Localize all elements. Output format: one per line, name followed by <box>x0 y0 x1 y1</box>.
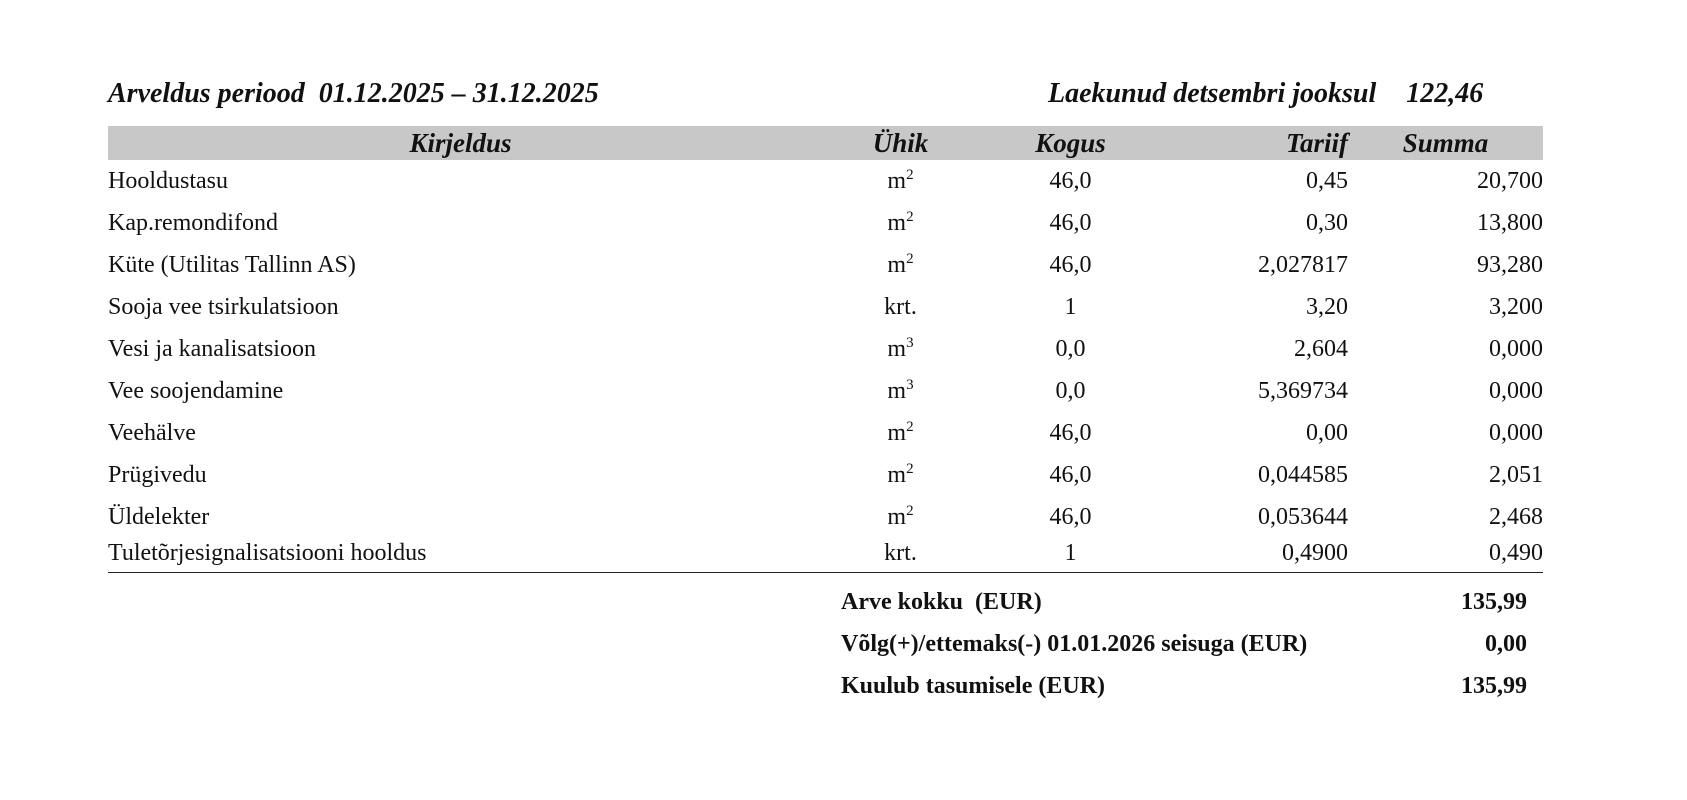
row-tariff: 3,20 <box>1306 294 1348 320</box>
row-quantity: 46,0 <box>1049 168 1092 194</box>
unit-exponent: 2 <box>906 167 914 183</box>
table-row <box>108 370 1543 412</box>
column-header-description: Kirjeldus <box>108 126 813 160</box>
payments-received-amount: 122,46 <box>1406 78 1484 109</box>
unit-exponent: 2 <box>906 251 914 267</box>
totals-section <box>108 581 1543 707</box>
unit-exponent: 2 <box>906 209 914 225</box>
row-tariff: 0,044585 <box>1258 462 1348 488</box>
row-quantity: 46,0 <box>1049 504 1092 530</box>
row-unit <box>813 244 988 286</box>
unit-exponent: 2 <box>906 461 914 477</box>
amount-due-row <box>108 665 1543 707</box>
unit-base: m <box>887 378 907 404</box>
invoice-total-value: 135,99 <box>1461 589 1527 615</box>
amount-due-value: 135,99 <box>1461 673 1527 699</box>
unit-base: m <box>887 462 907 488</box>
row-sum: 13,800 <box>1477 210 1543 236</box>
row-description: Sooja vee tsirkulatsioon <box>108 294 339 320</box>
row-description: Veehälve <box>108 420 196 446</box>
row-sum: 0,490 <box>1348 538 1543 573</box>
row-tariff: 2,027817 <box>1258 252 1348 278</box>
row-tariff: 2,604 <box>1294 336 1348 362</box>
row-description: Vesi ja kanalisatsioon <box>108 336 316 362</box>
table-row <box>108 412 1543 454</box>
row-unit <box>813 202 988 244</box>
table-row <box>108 160 1543 202</box>
unit-base: krt. <box>884 294 917 320</box>
balance-row <box>108 623 1543 665</box>
row-sum: 3,200 <box>1489 294 1543 320</box>
row-quantity: 46,0 <box>1049 420 1092 446</box>
unit-base: m <box>887 210 907 236</box>
row-description: Hooldustasu <box>108 168 228 194</box>
billing-period-label: Arveldus periood <box>108 78 305 109</box>
row-unit <box>813 370 988 412</box>
table-row <box>108 328 1543 370</box>
row-quantity: 1 <box>1064 294 1077 320</box>
row-sum: 20,700 <box>1477 168 1543 194</box>
row-tariff: 0,00 <box>1306 420 1348 446</box>
unit-base: krt. <box>884 540 917 566</box>
row-sum: 0,000 <box>1489 378 1543 404</box>
row-unit <box>813 454 988 496</box>
table-row <box>108 202 1543 244</box>
unit-exponent: 2 <box>906 419 914 435</box>
row-quantity: 1 <box>988 538 1153 573</box>
row-description: Küte (Utilitas Tallinn AS) <box>108 252 356 278</box>
row-tariff: 0,30 <box>1306 210 1348 236</box>
row-unit <box>813 328 988 370</box>
row-unit <box>813 286 988 328</box>
row-sum: 0,000 <box>1489 420 1543 446</box>
row-description: Kap.remondifond <box>108 210 278 236</box>
row-description: Vee soojendamine <box>108 378 284 404</box>
row-sum: 2,051 <box>1489 462 1543 488</box>
row-unit <box>813 538 988 573</box>
unit-base: m <box>887 168 907 194</box>
row-unit <box>813 496 988 538</box>
column-header-sum: Summa <box>1348 126 1543 160</box>
column-header-quantity: Kogus <box>988 126 1153 160</box>
unit-base: m <box>887 252 907 278</box>
unit-base: m <box>887 504 907 530</box>
unit-base: m <box>887 420 907 446</box>
unit-exponent: 2 <box>906 503 914 519</box>
row-quantity: 0,0 <box>1055 378 1086 404</box>
row-description: Üldelekter <box>108 504 210 530</box>
row-quantity: 46,0 <box>1049 252 1092 278</box>
charges-table <box>108 126 1543 573</box>
row-unit <box>813 412 988 454</box>
billing-period <box>108 78 599 110</box>
payments-received <box>1048 78 1483 110</box>
table-row <box>108 286 1543 328</box>
table-row <box>108 244 1543 286</box>
balance-value: 0,00 <box>1485 631 1527 657</box>
row-unit <box>813 160 988 202</box>
table-row <box>108 454 1543 496</box>
column-header-tariff: Tariif <box>1153 126 1348 160</box>
invoice-document <box>108 78 1543 707</box>
amount-due-label: Kuulub tasumisele (EUR) <box>841 673 1106 699</box>
unit-exponent: 3 <box>906 377 914 393</box>
billing-period-range: 01.12.2025 – 31.12.2025 <box>318 78 599 109</box>
unit-base: m <box>887 336 907 362</box>
invoice-total-label: Arve kokku (EUR) <box>841 589 1042 615</box>
row-description: Tuletõrjesignalisatsiooni hooldus <box>108 538 813 573</box>
row-quantity: 0,0 <box>1055 336 1086 362</box>
row-tariff: 0,45 <box>1306 168 1348 194</box>
row-tariff: 0,053644 <box>1258 504 1348 530</box>
invoice-total-row <box>108 581 1543 623</box>
payments-received-label: Laekunud detsembri jooksul <box>1048 78 1377 109</box>
billing-period-header <box>108 78 1543 126</box>
row-quantity: 46,0 <box>1049 210 1092 236</box>
row-tariff: 5,369734 <box>1258 378 1348 404</box>
unit-exponent: 3 <box>906 335 914 351</box>
table-row <box>108 538 1543 573</box>
row-sum: 2,468 <box>1489 504 1543 530</box>
row-quantity: 46,0 <box>1049 462 1092 488</box>
row-description: Prügivedu <box>108 462 207 488</box>
row-sum: 0,000 <box>1489 336 1543 362</box>
column-header-unit: Ühik <box>813 126 988 160</box>
row-sum: 93,280 <box>1477 252 1543 278</box>
row-tariff: 0,4900 <box>1153 538 1348 573</box>
table-header-row <box>108 126 1543 160</box>
balance-label: Võlg(+)/ettemaks(-) 01.01.2026 seisuga (EUR) <box>841 631 1308 657</box>
table-row <box>108 496 1543 538</box>
